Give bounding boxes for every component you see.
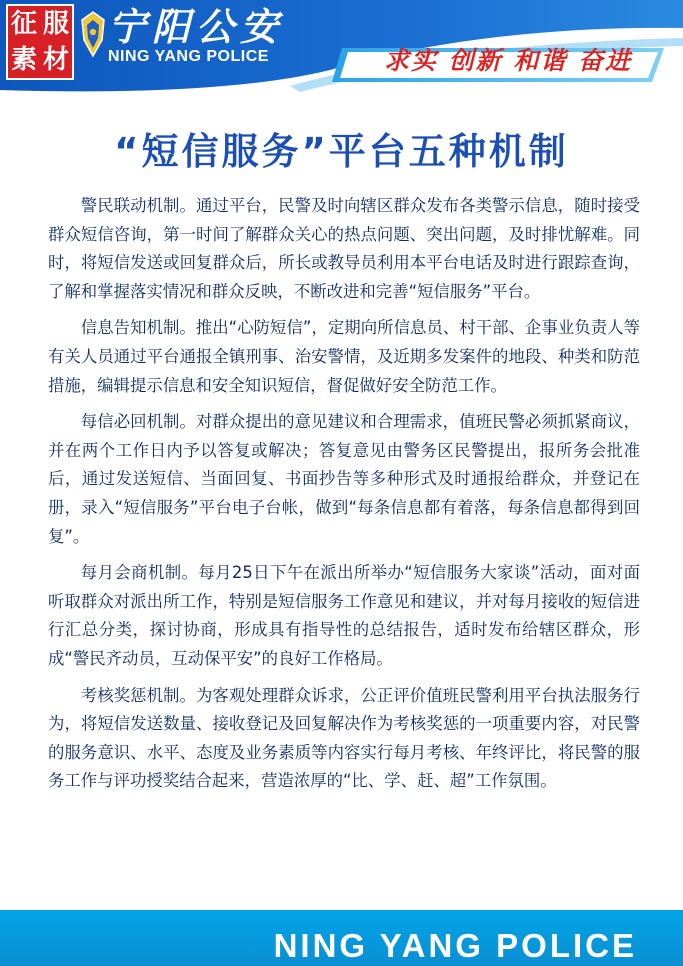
stamp-logo — [6, 4, 74, 80]
header-banner — [0, 0, 683, 92]
stamp-char: 征 — [10, 9, 37, 39]
slogan: 求实 创新 和谐 奋进 — [383, 46, 633, 75]
brand-english-name: NING YANG POLICE — [108, 48, 269, 65]
footer-banner — [0, 910, 683, 966]
brand-chinese-name: 宁阳公安 — [108, 4, 285, 49]
paragraph-monthly-consultation: 每月会商机制。每月25日下午在派出所举办“短信服务大家谈”活动，面对面听取群众对派出所工作，特别是短信服务工作意见和建议，并对每月接收的短信进行汇总分类，探讨协商，形成具有指导性的总结报告，适时发布给辖区群众，形成“警民齐动员，互动保平安”的良好工作格局。 — [48, 563, 640, 668]
paragraph-reply-every-message: 每信必回机制。对群众提出的意见建议和合理需求，值班民警必须抓紧商议，并在两个工作日内予以答复或解决；答复意见由警务区民警提出，报所务会批准后，通过发送短信、当面回复、书面抄告等多种形式及时通报给群众，并登记在册，录入“短信服务”平台电子台帐，做到“每条信息都有着落，每条信息都得到回复”。 — [48, 412, 640, 546]
page-title: “短信服务”平台五种机制 — [114, 130, 569, 173]
stamp-char: 材 — [42, 45, 69, 75]
stamp-char: 素 — [10, 45, 37, 75]
footer-english-name: NING YANG POLICE — [273, 927, 637, 964]
article-body — [48, 192, 640, 804]
paragraph-assessment-reward: 考核奖惩机制。为客观处理群众诉求，公正评价值班民警利用平台执法服务行为，将短信发送数量、接收登记及回复解决作为考核奖惩的一项重要内容，对民警的服务意识、水平、态度及业务素质等内容实行每月考核、年终评比，将民警的服务工作与评功授奖结合起来，营造浓厚的“比、学、赶、超”工作氛围。 — [48, 685, 640, 791]
paragraph-police-public-linkage: 警民联动机制。通过平台，民警及时向辖区群众发布各类警示信息，随时接受群众短信咨询，第一时间了解群众关心的热点问题、突出问题，及时排忧解难。同时，将短信发送或回复群众后，所长或教导员利用本平台电话及时进行跟踪查询，了解和掌握落实情况和群众反映，不断改进和完善“短信服务”平台。 — [48, 196, 640, 301]
paragraph-information-notice: 信息告知机制。推出“心防短信”，定期向所信息员、村干部、企事业负责人等有关人员通过平台通报全镇刑事、治安警情，及近期多发案件的地段、种类和防范措施，编辑提示信息和安全知识短信，督促做好安全防范工作。 — [48, 318, 640, 395]
stamp-char: 服 — [42, 9, 69, 39]
police-emblem-icon — [80, 10, 106, 64]
